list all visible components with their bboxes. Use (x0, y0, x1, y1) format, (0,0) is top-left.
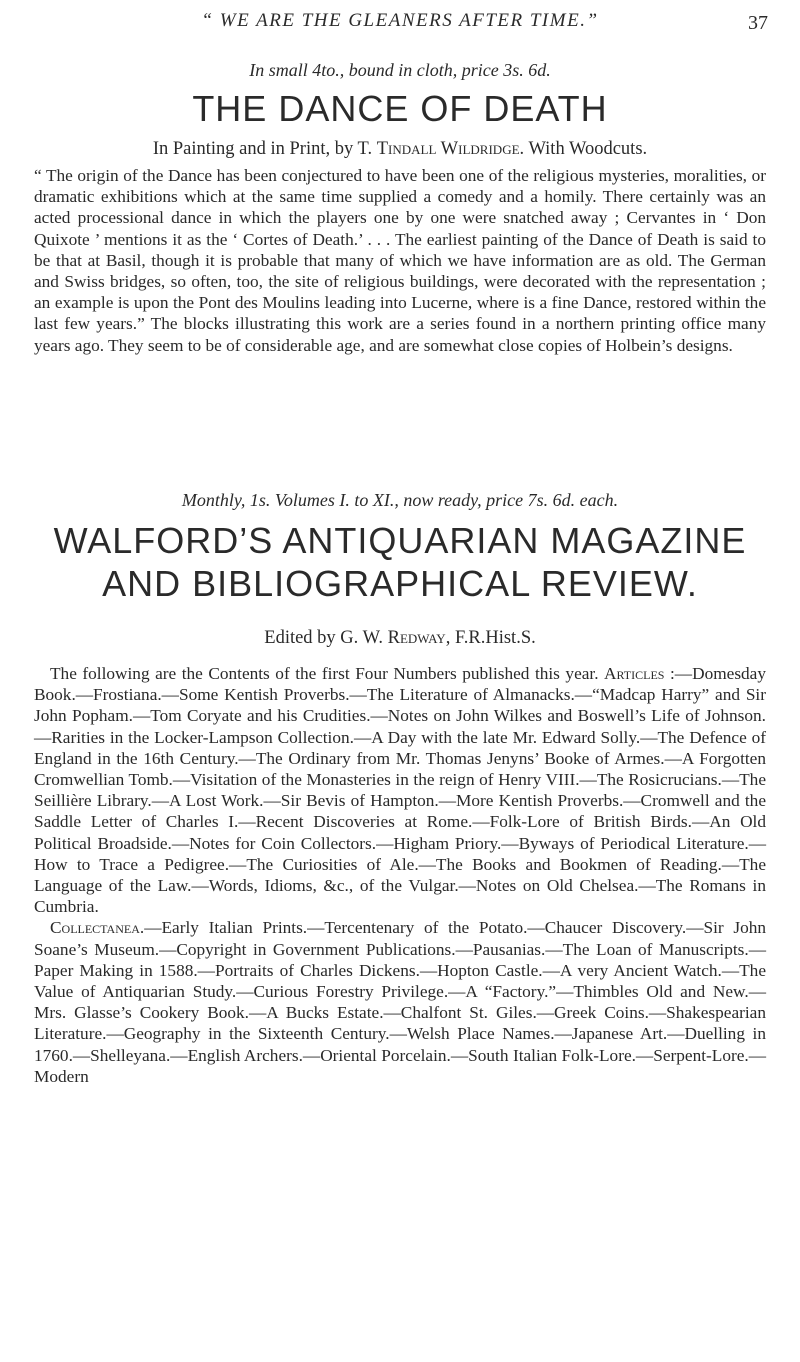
collectanea-paragraph (34, 917, 766, 1087)
walford-title-line2: AND BIBLIOGRAPHICAL REVIEW. (102, 563, 698, 604)
walford-contents (34, 663, 766, 917)
articles-list: :—Domesday Book.—Frostiana.—Some Kentish Proverbs.—The Literature of Almanacks.—“Madcap Harry” and Sir John Popham.—Tom Coryate and his Crudities.—Notes on John Wilkes and Boswell’s Life of Johnson.—Rarities in the Locker-Lampson Collection.—A Day with the late Mr. Edward Solly.—The Defence of England in the 16th Century.—The Ordinary from Mr. Thomas Jenyns’ Booke of Armes.—A Forgotten Cromwellian Tomb.—Visitation of the Monasteries in the reign of Henry VIII.—The Rosicrucians.—The Seillière Library.—A Lost Work.—Sir Bevis of Hampton.—More Kentish Proverbs.—Cromwell and the Saddle Letter of Charles I.—Recent Discoveries at Rome.—Folk-Lore of British Birds.—An Old Political Broadside.—Notes for Coin Collectors.—Higham Priory.—Byways of Periodical Literature.—How to Trace a Pedigree.—The Curiosities of Ale.—The Books and Bookmen of Reading.—The Language of the Law.—Words, Idioms, &c., of the Vulgar.—Notes on Old Chelsea.—The Romans in Cumbria. (34, 664, 766, 917)
dance-of-death-description: “ The origin of the Dance has been conjectured to have been one of the religious mysteries, moralities, or dramatic exhibitions which at the same time supplied a comedy and a homily. There certainly was an acted processional dance in which the players one by one were snatched away ; Cervantes in ‘ Don Quixote ’ mentions it as the ‘ Cortes of Death.’ . . . The earliest painting of the Dance of Death is said to be that at Basil, though it is probable that many of which we have information are as old. The German and Swiss bridges, so often, too, the site of religious buildings, were decorated with the representation ; an example is upon the Pont des Moulins leading into Lucerne, where is a fine Dance, restored within the last few years.” The blocks illustrating this work are a series found in a northern printing office many years ago. They seem to be of considerable age, and are somewhat close copies of Holbein’s designs. (34, 166, 766, 355)
walford-intro: The following are the Contents of the first Four Numbers published this year. (50, 664, 599, 683)
walford-title-line1: WALFORD’S ANTIQUARIAN MAGAZINE (53, 520, 747, 561)
dance-of-death-format: In small 4to., bound in cloth, price 3s. 6d. (249, 60, 551, 80)
collectanea-list: .—Early Italian Prints.—Tercentenary of the Potato.—Chaucer Discovery.—Sir John Soane’s Museum.—Copyright in Government Publications.—Pausanias.—The Loan of Manuscripts.—Paper Making in 1588.—Portraits of Charles Dickens.—Hopton Castle.—A very Ancient Watch.—The Value of Antiquarian Study.—Curious Forestry Privilege.—A “Factory.”—Thimbles Old and New.—Mrs. Glasse’s Cookery Book.—A Bucks Estate.—Chalfont St. Giles.—Greek Coins.—Shakespearian Literature.—Geography in the Sixteenth Century.—Welsh Place Names.—Japanese Art.—Duelling in 1760.—Shelleyana.—English Archers.—Oriental Porcelain.—South Italian Folk-Lore.—Serpent-Lore.—Modern (34, 918, 766, 1086)
running-head: “ WE ARE THE GLEANERS AFTER TIME.” (201, 10, 599, 31)
editor-after: , F.R.Hist.S. (445, 628, 536, 648)
walford-format: Monthly, 1s. Volumes I. to XI., now ready, price 7s. 6d. each. (181, 490, 619, 510)
dance-of-death-ad (34, 60, 766, 356)
dance-of-death-byline (34, 139, 766, 160)
walford-ad (34, 490, 766, 1087)
byline-after: . With Woodcuts. (519, 139, 648, 159)
author-name: Tindall Wildridge (376, 139, 520, 159)
collectanea-heading: Collectanea (50, 918, 140, 938)
page-number: 37 (748, 12, 768, 34)
dance-of-death-title: THE DANCE OF DEATH (192, 88, 608, 129)
articles-heading: Articles (604, 664, 665, 683)
editor-before: Edited by G. W. (264, 628, 388, 648)
byline-before: In Painting and in Print, by T. (152, 139, 377, 159)
editor-name: Redway (387, 628, 446, 648)
walford-editor (34, 628, 766, 649)
